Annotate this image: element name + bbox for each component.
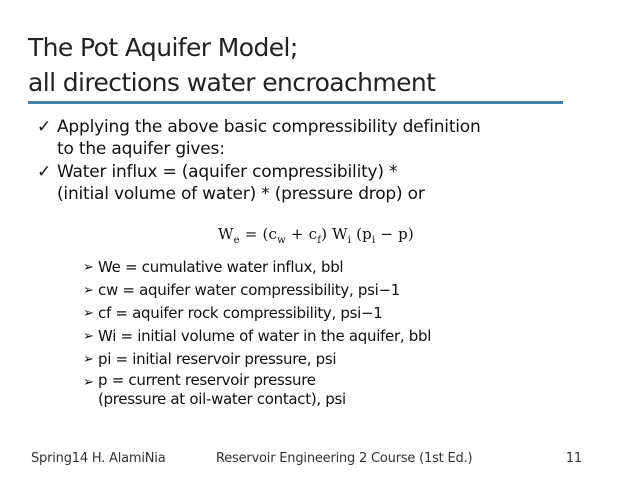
definition-text: pi = initial reservoir pressure, psi (98, 350, 337, 368)
title-underline (28, 101, 563, 104)
page-number: 11 (565, 451, 582, 466)
definition-continuation: (pressure at oil-water contact), psi (98, 390, 346, 408)
title-line-2: all directions water encroachment (28, 68, 436, 97)
definition-item (83, 279, 431, 302)
water-influx-equation: $W_e = (c_w + c_f)$ $W_i$ $(p_i - p)$ (218, 225, 414, 246)
bullet-text-line-2: to the aquifer gives: (57, 139, 225, 159)
checkmark-icon: ✓ (37, 117, 52, 137)
definition-item (83, 325, 431, 348)
footer-course: Reservoir Engineering 2 Course (1st Ed.) (216, 451, 473, 466)
definition-list (83, 256, 431, 409)
arrow-bullet-icon: ➢ (83, 375, 94, 390)
bullet-item (37, 161, 481, 205)
definition-item (83, 302, 431, 325)
definition-item (83, 371, 431, 409)
arrow-bullet-icon: ➢ (83, 306, 94, 321)
bullet-text-line-1: Water influx = (aquifer compressibility) * (57, 162, 398, 182)
checkmark-icon: ✓ (37, 162, 52, 182)
footer-author: Spring14 H. AlamiNia (31, 451, 166, 466)
bullet-text-line-1: Applying the above basic compressibility definition (57, 117, 481, 137)
definition-text: p = current reservoir pressure (98, 371, 316, 389)
definition-item (83, 256, 431, 279)
arrow-bullet-icon: ➢ (83, 329, 94, 344)
definition-text: cf = aquifer rock compressibility, psi−1 (98, 304, 383, 322)
arrow-bullet-icon: ➢ (83, 260, 94, 275)
definition-text: cw = aquifer water compressibility, psi−1 (98, 281, 401, 299)
slide-title (28, 30, 435, 100)
main-bullet-list (37, 116, 481, 206)
bullet-item (37, 116, 481, 160)
definition-text: Wi = initial volume of water in the aquifer, bbl (98, 327, 432, 345)
arrow-bullet-icon: ➢ (83, 352, 94, 367)
definition-item (83, 348, 431, 371)
bullet-text-line-2: (initial volume of water) * (pressure drop) or (57, 184, 425, 204)
definition-text: We = cumulative water influx, bbl (98, 258, 344, 276)
arrow-bullet-icon: ➢ (83, 283, 94, 298)
title-line-1: The Pot Aquifer Model; (28, 33, 298, 62)
